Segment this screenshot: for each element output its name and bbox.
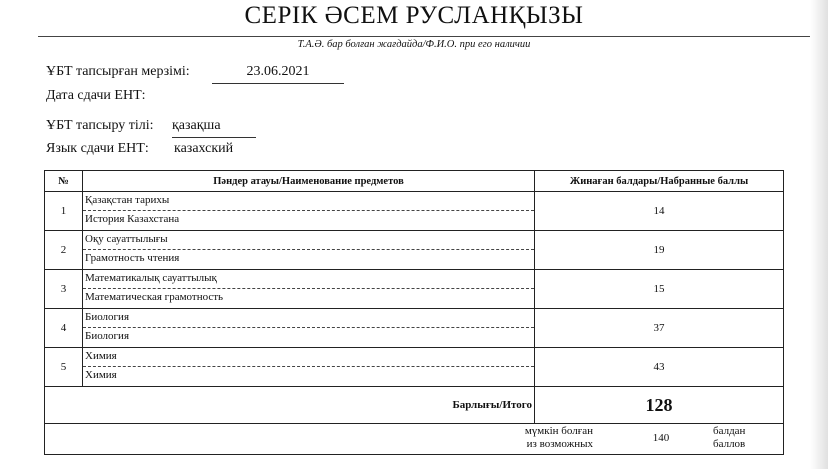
exam-language-value-kz: қазақша — [172, 118, 221, 133]
header-number: № — [45, 171, 83, 192]
table-row — [45, 270, 784, 309]
subject-name-ru: Химия — [85, 369, 117, 381]
subject-cell — [83, 309, 535, 348]
possible-prefix-kz: мүмкін болған — [524, 425, 593, 437]
subject-score: 43 — [535, 348, 784, 387]
row-number: 1 — [45, 192, 83, 231]
name-underline — [38, 36, 810, 37]
exam-language-label-kz: ҰБТ тапсыру тілі: — [46, 118, 154, 133]
row-number: 3 — [45, 270, 83, 309]
total-row — [45, 387, 784, 424]
subject-cell — [83, 192, 535, 231]
header-subject: Пәндер атауы/Наименование предметов — [83, 171, 535, 192]
possible-suffix-kz: балдан — [713, 425, 746, 437]
table-row — [45, 348, 784, 387]
row-number: 4 — [45, 309, 83, 348]
subject-name-ru: Биология — [85, 330, 130, 342]
exam-date-underline — [212, 83, 344, 84]
subject-name-ru: История Казахстана — [85, 213, 180, 225]
subject-name-kz: Химия — [83, 348, 534, 367]
exam-date-label-kz: ҰБТ тапсырған мерзімі: — [46, 64, 190, 79]
subject-name-ru: Грамотность чтения — [85, 252, 180, 264]
subject-name-kz: Оқу сауаттылығы — [83, 231, 534, 250]
row-number: 2 — [45, 231, 83, 270]
table-row — [45, 192, 784, 231]
total-label: Барлығы/Итого — [45, 387, 535, 424]
table-row — [45, 231, 784, 270]
exam-date-label-ru: Дата сдачи ЕНТ: — [46, 88, 146, 103]
subject-name-ru: Математическая грамотность — [85, 291, 224, 303]
subject-score: 37 — [535, 309, 784, 348]
possible-prefix-ru: из возможных — [526, 438, 593, 450]
header-score: Жинаған балдары/Набранные баллы — [535, 171, 784, 192]
subject-score: 19 — [535, 231, 784, 270]
table-row — [45, 309, 784, 348]
subject-cell — [83, 270, 535, 309]
exam-language-label-ru: Язык сдачи ЕНТ: — [46, 141, 149, 156]
subject-cell — [83, 348, 535, 387]
name-note: Т.А.Ә. бар болған жағдайда/Ф.И.О. при его наличии — [297, 39, 531, 50]
page-edge-shadow — [810, 0, 828, 469]
table-header-row — [45, 171, 784, 192]
possible-max-score: 140 — [652, 432, 670, 444]
row-number: 5 — [45, 348, 83, 387]
possible-suffix-ru: баллов — [713, 438, 746, 450]
subject-score: 14 — [535, 192, 784, 231]
subject-name-kz: Математикалық сауаттылық — [83, 270, 534, 289]
full-name: СЕРІК ӘСЕМ РУСЛАНҚЫЗЫ — [244, 2, 584, 29]
exam-date-value: 23.06.2021 — [246, 64, 310, 79]
exam-language-underline — [172, 137, 256, 138]
exam-language-value-ru: казахский — [174, 141, 234, 156]
subject-name-kz: Биология — [83, 309, 534, 328]
possible-suffix — [713, 425, 763, 451]
subject-cell — [83, 231, 535, 270]
scores-table — [44, 170, 784, 455]
possible-cell — [45, 424, 784, 455]
subject-score: 15 — [535, 270, 784, 309]
possible-row — [45, 424, 784, 455]
subject-name-kz: Қазақстан тарихы — [83, 192, 534, 211]
possible-prefix — [515, 425, 593, 451]
total-score: 128 — [535, 387, 784, 424]
